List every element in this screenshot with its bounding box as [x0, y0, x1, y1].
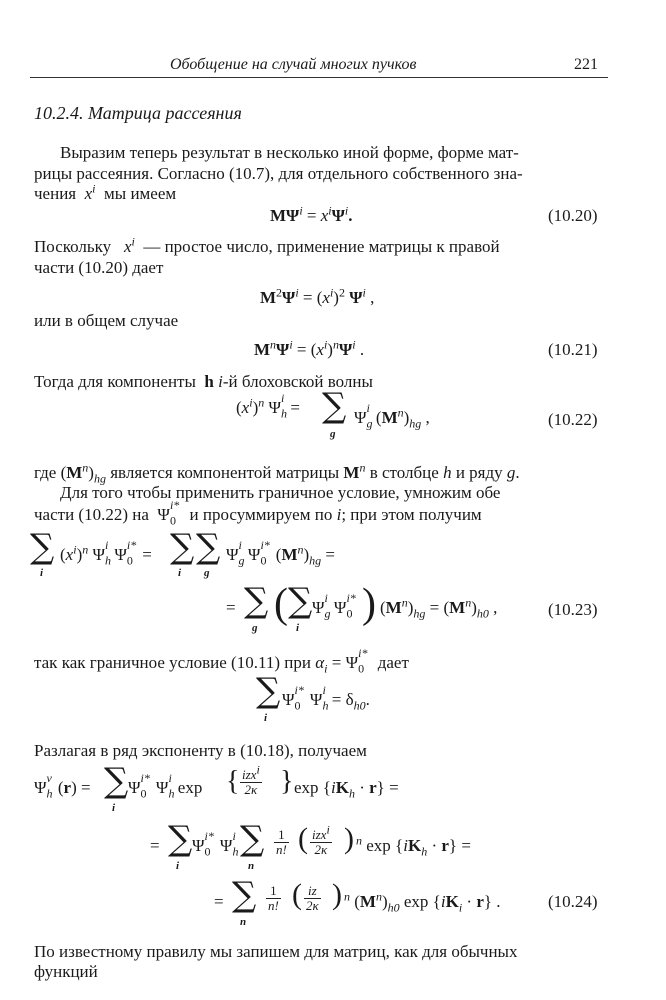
- sum-sign: ∑: [232, 875, 257, 915]
- equation-number-20: (10.20): [548, 206, 598, 225]
- sum-index-g: g: [204, 567, 210, 579]
- equation-10-20: $M\Psi^i = x^i\Psi^i$.: [270, 203, 353, 225]
- sum-index-i: i: [264, 712, 268, 724]
- p7: так как граничное условие (10.11) при $\alpha_i = \Psi_0^{i*}$ дает: [34, 646, 409, 676]
- sum-sign: ∑: [244, 581, 269, 621]
- p6-line2: части (10.22) на $\Psi_0^{i*}$ и просуммируем по i; при этом получим: [34, 498, 482, 528]
- sum-index-i: i: [296, 622, 300, 634]
- fraction-1-nfact: $\frac{1}{n!}$: [276, 827, 287, 857]
- equation-m-squared: $M^2\Psi^i = (x^i)^2$ $\Psi^i$ ,: [260, 285, 375, 307]
- equation-10-21: $M^n\Psi^i = (x^i)^n\Psi^i$ .: [254, 337, 365, 359]
- header-rule: [30, 77, 608, 78]
- sum-sign: ∑: [288, 581, 313, 621]
- equation-sum-right: $\Psi_g^i$ $\Psi_0^{i*}$ $(M^n)_{hg}$ =: [226, 538, 336, 568]
- sum-sign: ∑: [168, 819, 193, 859]
- p6-line1: Для того чтобы применить граничное условие, умножим обе: [60, 483, 501, 502]
- equation-line3-rhs: $^n$ $(M^n)_{h0}$ $\exp \{iK_i \cdot r\}$ .: [344, 889, 501, 915]
- sum-sign: ∑: [256, 671, 281, 711]
- sum-sign: ∑: [196, 527, 221, 567]
- paren-open: (: [298, 822, 308, 855]
- sum-sign: ∑: [30, 527, 55, 567]
- equation-psi-v: $\Psi_h^v$ (r) =: [34, 771, 91, 801]
- sum-index-i: i: [112, 802, 116, 814]
- p2-line1: Поскольку $x^i$ — простое число, применение матрицы к правой: [34, 234, 500, 256]
- p5: где $(M^n)_{hg}$ является компонентой матрицы $M^n$ в столбце h и ряду g.: [34, 460, 520, 486]
- p1-line1: Выразим теперь результат в несколько иной форме, форме мат-: [60, 143, 519, 162]
- section-number: 10.2.4.: [34, 103, 84, 123]
- equation-10-22: $(x^i)^n$ $\Psi_h^i$ =: [236, 391, 300, 421]
- equation-number-24: (10.24): [548, 892, 598, 911]
- page-number: 221: [574, 56, 598, 73]
- sum-index-i: i: [40, 567, 44, 579]
- equation-number-23: (10.23): [548, 600, 598, 619]
- equation-line2-psi: $\Psi_0^{i*}$ $\Psi_h^i$: [192, 829, 239, 859]
- sum-index-i: i: [176, 860, 180, 872]
- p1-line2: рицы рассеяния. Согласно (10.7), для отдельного собственного зна-: [34, 164, 523, 183]
- sum-sign: ∑: [170, 527, 195, 567]
- equation-psi-v-rhs: $\Psi_0^{i*}$ $\Psi_h^i$ exp: [128, 771, 203, 801]
- equation-number-22: (10.22): [548, 410, 598, 429]
- sum-index-i: i: [178, 567, 182, 579]
- p2-line2: части (10.20) дает: [34, 258, 164, 277]
- equation-10-22-rhs: $\Psi_g^i$ $(M^n)_{hg}$ ,: [354, 401, 430, 431]
- left-brace: {: [226, 766, 240, 797]
- paren-close: ): [344, 822, 354, 855]
- sum-sign: ∑: [240, 819, 265, 859]
- section-heading: [34, 103, 242, 124]
- equation-10-23-eq: =: [226, 598, 236, 617]
- paren-open-2: (: [292, 878, 302, 911]
- p3: или в общем случае: [34, 311, 179, 330]
- sum-sign: ∑: [322, 386, 347, 426]
- equation-10-23-inner: $\Psi_g^i$ $\Psi_0^{i*}$: [312, 591, 356, 621]
- left-paren-big: (: [274, 581, 288, 627]
- fraction-izx: $\frac{\text{izxi}}{2\kappa}$: [242, 762, 260, 797]
- equation-line2-exp: $^n$ $\exp \{iK_h \cdot r\}$ =: [356, 833, 471, 859]
- sum-index-g: g: [252, 622, 258, 634]
- equation-delta: $\Psi_0^{i*}$ $\Psi_h^i = \delta_{h0}$.: [282, 683, 370, 713]
- sum-index-n: n: [240, 916, 247, 928]
- sum-index-g: g: [330, 428, 336, 440]
- p8: Разлагая в ряд экспоненту в (10.18), получаем: [34, 741, 367, 760]
- right-brace: }: [280, 766, 294, 797]
- paren-close-2: ): [332, 878, 342, 911]
- equation-number-21: (10.21): [548, 340, 598, 359]
- sum-sign: ∑: [104, 761, 129, 801]
- p9-line2: функций: [34, 962, 98, 981]
- fraction-iz: $\frac{iz}{2\kappa}$: [306, 883, 319, 913]
- fraction-1-nfact-2: $\frac{1}{n!}$: [268, 883, 279, 913]
- section-title: Матрица рассеяния: [88, 103, 242, 123]
- p1-line3: чения $x^i$ мы имеем: [34, 181, 177, 203]
- p4: Тогда для компоненты h i-й блоховской волны: [34, 372, 373, 391]
- equation-exp-ik: $\exp \{iK_h \cdot r\}$ =: [294, 778, 399, 801]
- running-title: Обобщение на случай многих пучков: [170, 56, 417, 73]
- sum-index-n: n: [248, 860, 255, 872]
- fraction-izx-2: $\frac{\text{izxi}}{2\kappa}$: [312, 822, 330, 857]
- right-paren-big: ): [362, 581, 376, 627]
- equation-line3-eq: =: [214, 892, 224, 911]
- equation-line2-eq: =: [150, 836, 160, 855]
- p9-line1: По известному правилу мы запишем для матриц, как для обычных: [34, 942, 518, 961]
- equation-sum-left: $(x^i)^n$ $\Psi_h^i$ $\Psi_0^{i*}$ =: [60, 538, 152, 568]
- equation-10-23-rhs: $(M^n)_{hg} = (M^n)_{h0}$ ,: [380, 595, 498, 621]
